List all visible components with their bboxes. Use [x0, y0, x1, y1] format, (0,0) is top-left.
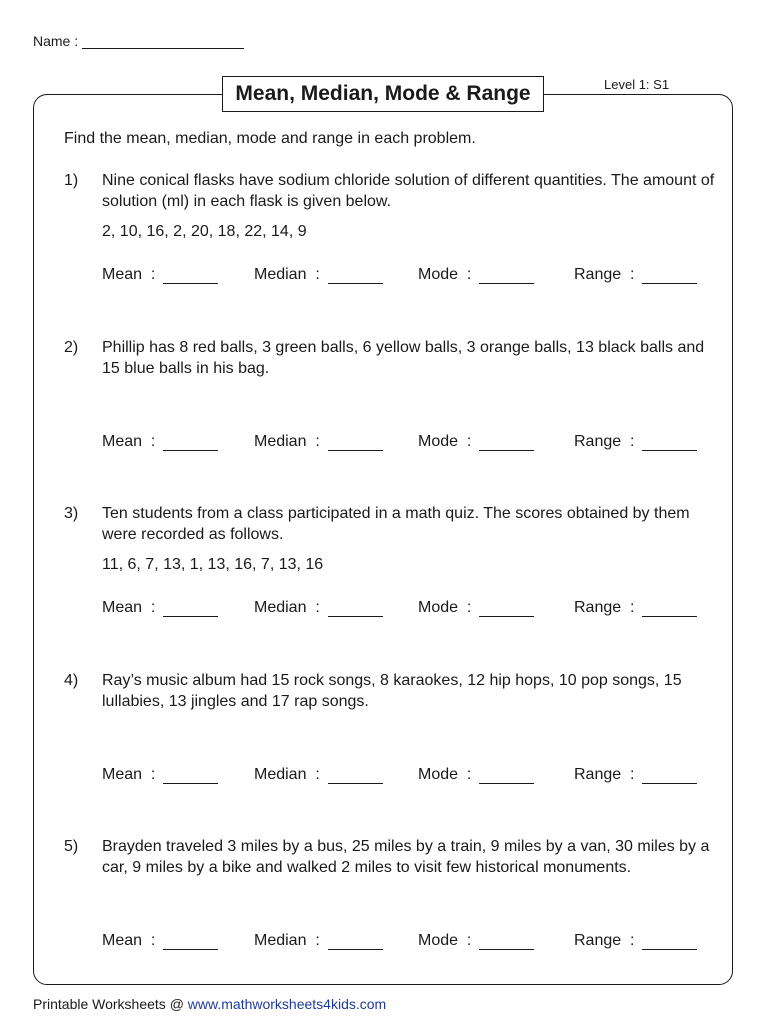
mode-answer — [418, 266, 534, 284]
answer-row-5 — [102, 932, 712, 954]
problem-text: Phillip has 8 red balls, 3 green balls, 6 yellow balls, 3 orange balls, 13 black balls and 15 blue balls in his bag. — [102, 339, 705, 377]
range-blank[interactable] — [642, 599, 697, 617]
name-field — [33, 33, 244, 49]
footer-prefix: Printable Worksheets @ — [33, 996, 188, 1012]
median-blank[interactable] — [328, 599, 383, 617]
range-blank[interactable] — [642, 433, 697, 451]
mean-blank[interactable] — [163, 433, 218, 451]
name-label: Name : — [33, 33, 79, 49]
range-answer — [574, 599, 697, 617]
mode-label: Mode : — [418, 433, 472, 450]
median-label: Median : — [254, 266, 320, 283]
range-blank[interactable] — [642, 266, 697, 284]
problem-number: 3) — [64, 505, 79, 522]
range-answer — [574, 932, 697, 950]
range-blank[interactable] — [642, 932, 697, 950]
range-answer — [574, 433, 697, 451]
mean-label: Mean : — [102, 433, 156, 450]
range-blank[interactable] — [642, 766, 697, 784]
page-title — [222, 76, 544, 112]
problem-number: 4) — [64, 672, 79, 689]
mean-answer — [102, 433, 218, 451]
mode-label: Mode : — [418, 932, 472, 949]
problem-text: Brayden traveled 3 miles by a bus, 25 miles by a train, 9 miles by a van, 30 miles by a car, 9 miles by a bike and walked 2 miles to visit few historical monuments. — [102, 838, 710, 876]
mode-label: Mode : — [418, 766, 472, 783]
range-answer — [574, 766, 697, 784]
problem-data: 2, 10, 16, 2, 20, 18, 22, 14, 9 — [102, 223, 307, 240]
median-blank[interactable] — [328, 932, 383, 950]
mode-blank[interactable] — [479, 599, 534, 617]
level-label: Level 1: S1 — [604, 77, 670, 92]
range-label: Range : — [574, 433, 635, 450]
problem-text: Ray’s music album had 15 rock songs, 8 karaokes, 12 hip hops, 10 pop songs, 15 lullabies, 13 jingles and 17 rap songs. — [102, 672, 682, 710]
range-label: Range : — [574, 599, 635, 616]
mean-answer — [102, 599, 218, 617]
problem-number: 1) — [64, 172, 79, 189]
mean-label: Mean : — [102, 266, 156, 283]
mean-blank[interactable] — [163, 599, 218, 617]
mean-label: Mean : — [102, 599, 156, 616]
mean-label: Mean : — [102, 932, 156, 949]
range-label: Range : — [574, 766, 635, 783]
problem-text: Ten students from a class participated in a math quiz. The scores obtained by them were recorded as follows. — [102, 505, 690, 543]
median-answer — [254, 932, 383, 950]
mode-blank[interactable] — [479, 266, 534, 284]
mean-blank[interactable] — [163, 766, 218, 784]
mode-answer — [418, 932, 534, 950]
mean-blank[interactable] — [163, 266, 218, 284]
problem-number: 5) — [64, 838, 79, 855]
footer — [33, 996, 386, 1012]
mode-answer — [418, 766, 534, 784]
mode-blank[interactable] — [479, 766, 534, 784]
range-label: Range : — [574, 932, 635, 949]
problem-text: Nine conical flasks have sodium chloride solution of different quantities. The amount of solution (ml) in each flask is given below. — [102, 172, 715, 210]
mode-answer — [418, 433, 534, 451]
answer-row-3 — [102, 599, 712, 621]
name-blank[interactable] — [82, 35, 244, 49]
median-label: Median : — [254, 599, 320, 616]
problem-data: 11, 6, 7, 13, 1, 13, 16, 7, 13, 16 — [102, 556, 324, 573]
mean-answer — [102, 766, 218, 784]
title-text: Mean, Median, Mode & Range — [235, 82, 531, 105]
problem-number: 2) — [64, 339, 79, 356]
range-answer — [574, 266, 697, 284]
answer-row-1 — [102, 266, 712, 288]
instructions: Find the mean, median, mode and range in each problem. — [64, 130, 476, 147]
answer-row-2 — [102, 433, 712, 455]
median-answer — [254, 599, 383, 617]
mean-answer — [102, 266, 218, 284]
median-label: Median : — [254, 932, 320, 949]
mode-label: Mode : — [418, 266, 472, 283]
mean-blank[interactable] — [163, 932, 218, 950]
median-answer — [254, 433, 383, 451]
mean-label: Mean : — [102, 766, 156, 783]
mean-answer — [102, 932, 218, 950]
median-blank[interactable] — [328, 766, 383, 784]
range-label: Range : — [574, 266, 635, 283]
median-answer — [254, 766, 383, 784]
footer-link[interactable]: www.mathworksheets4kids.com — [187, 996, 387, 1012]
median-label: Median : — [254, 766, 320, 783]
answer-row-4 — [102, 766, 712, 788]
median-blank[interactable] — [328, 433, 383, 451]
median-blank[interactable] — [328, 266, 383, 284]
median-label: Median : — [254, 433, 320, 450]
mode-label: Mode : — [418, 599, 472, 616]
mode-blank[interactable] — [479, 433, 534, 451]
mode-blank[interactable] — [479, 932, 534, 950]
median-answer — [254, 266, 383, 284]
mode-answer — [418, 599, 534, 617]
